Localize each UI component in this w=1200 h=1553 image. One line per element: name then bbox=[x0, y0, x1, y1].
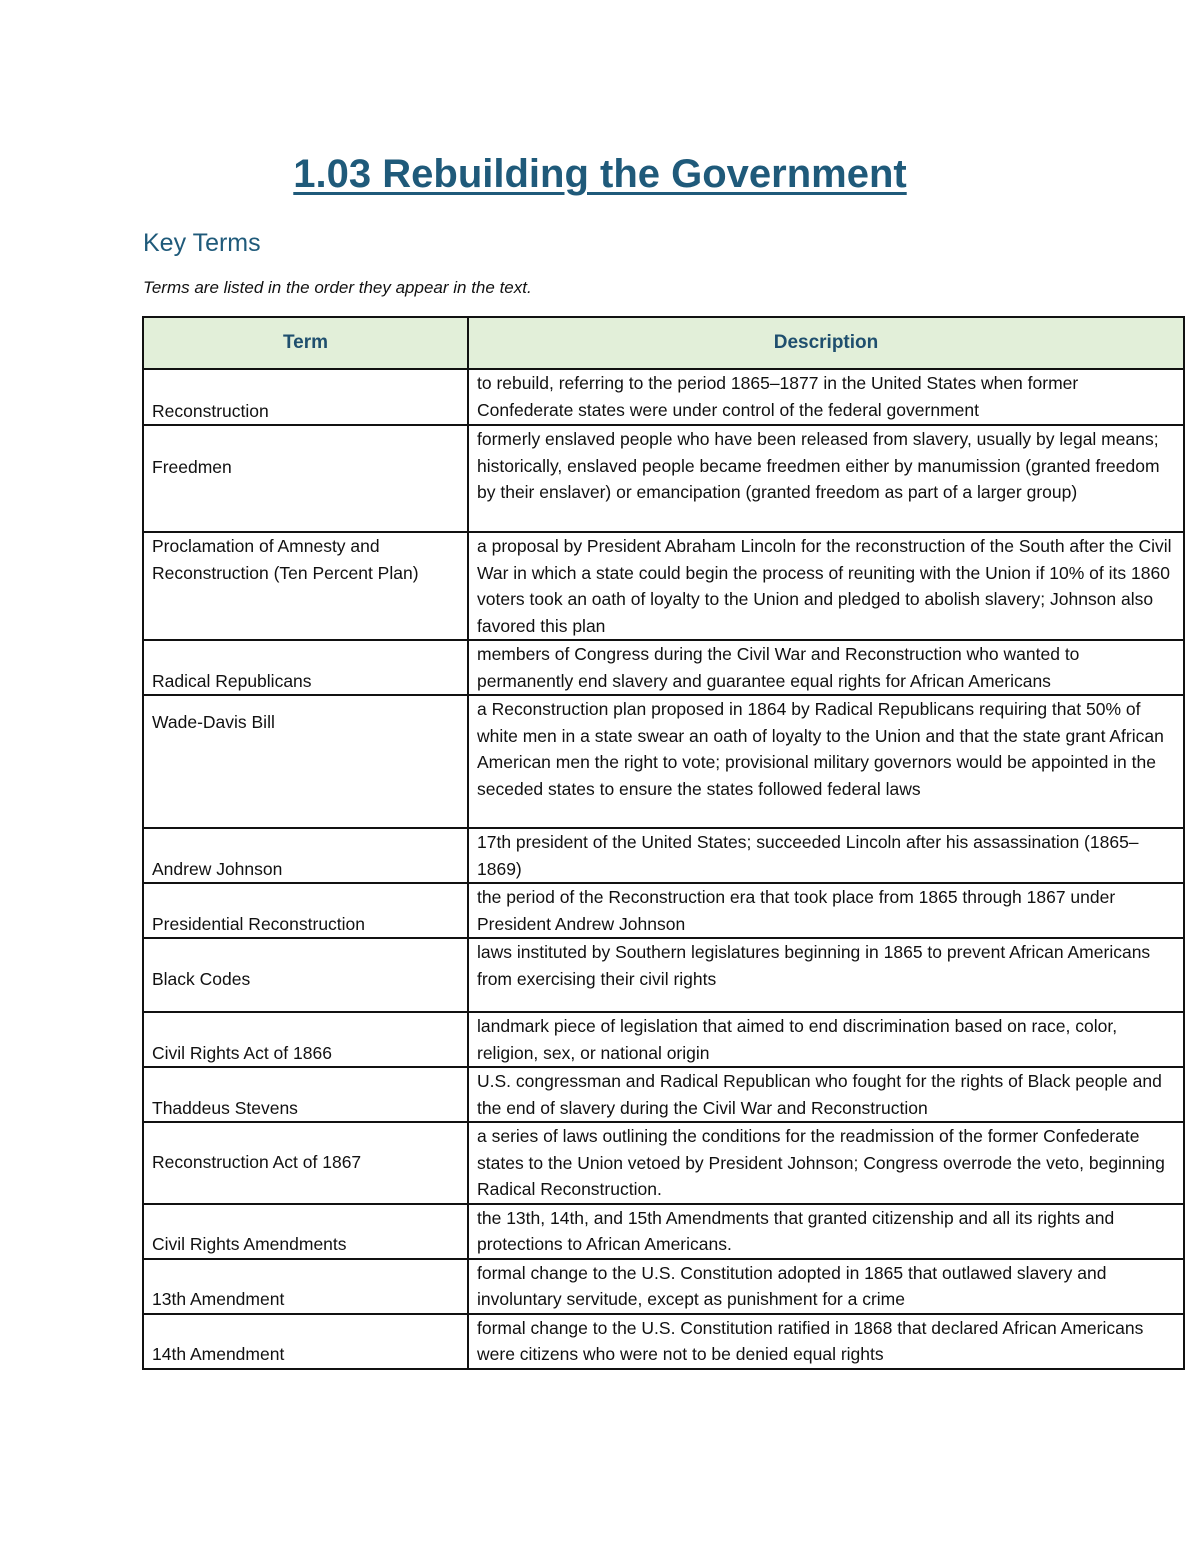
table-row bbox=[143, 1314, 1184, 1369]
key-terms-table bbox=[142, 316, 1185, 1370]
term-cell: Radical Republicans bbox=[143, 640, 468, 695]
term-cell bbox=[143, 938, 468, 1012]
term-cell: 13th Amendment bbox=[143, 1259, 468, 1314]
description-cell: a Reconstruction plan proposed in 1864 by Radical Republicans requiring that 50% of white men in a state swear an oath of loyalty to the Union and that the state grant African American men the right to vote; provisional military governors would be appointed in the seceded states to ensure the states followed federal laws bbox=[468, 695, 1184, 828]
description-cell: a proposal by President Abraham Lincoln for the reconstruction of the South after the Civil War in which a state could begin the process of reuniting with the Union if 10% of its 1860 voters took an oath of loyalty to the Union and pledged to abolish slavery; Johnson also favored this plan bbox=[468, 532, 1184, 640]
term-cell: Proclamation of Amnesty and Reconstruction (Ten Percent Plan) bbox=[143, 532, 468, 640]
table-row bbox=[143, 640, 1184, 695]
term-cell bbox=[143, 425, 468, 532]
term-cell: 14th Amendment bbox=[143, 1314, 468, 1369]
term-cell bbox=[143, 695, 468, 828]
table-row bbox=[143, 828, 1184, 883]
description-cell: 17th president of the United States; succeeded Lincoln after his assassination (1865–1869) bbox=[468, 828, 1184, 883]
table-row bbox=[143, 425, 1184, 532]
table-row bbox=[143, 883, 1184, 938]
description-cell: landmark piece of legislation that aimed to end discrimination based on race, color, religion, sex, or national origin bbox=[468, 1012, 1184, 1067]
description-cell: a series of laws outlining the conditions for the readmission of the former Confederate states to the Union vetoed by President Johnson; Congress overrode the veto, beginning Radical Reconstruction. bbox=[468, 1122, 1184, 1204]
term-cell: Civil Rights Amendments bbox=[143, 1204, 468, 1259]
description-cell: formerly enslaved people who have been released from slavery, usually by legal means; historically, enslaved people became freedmen either by manumission (granted freedom by their enslaver) or emancipation (granted freedom as part of a larger group) bbox=[468, 425, 1184, 532]
description-cell: the 13th, 14th, and 15th Amendments that granted citizenship and all its rights and protections to African Americans. bbox=[468, 1204, 1184, 1259]
description-cell: laws instituted by Southern legislatures beginning in 1865 to prevent African Americans from exercising their civil rights bbox=[468, 938, 1184, 1012]
term-cell bbox=[143, 1122, 468, 1204]
intro-note: Terms are listed in the order they appear in the text. bbox=[143, 278, 532, 297]
description-column-header: Description bbox=[468, 317, 1184, 369]
term-cell: Thaddeus Stevens bbox=[143, 1067, 468, 1122]
table-row bbox=[143, 369, 1184, 425]
table-row bbox=[143, 1067, 1184, 1122]
term-cell: Civil Rights Act of 1866 bbox=[143, 1012, 468, 1067]
term-cell: Andrew Johnson bbox=[143, 828, 468, 883]
term-cell: Presidential Reconstruction bbox=[143, 883, 468, 938]
term-text: Reconstruction Act of 1867 bbox=[152, 1152, 362, 1172]
description-cell: formal change to the U.S. Constitution adopted in 1865 that outlawed slavery and involuntary servitude, except as punishment for a crime bbox=[468, 1259, 1184, 1314]
table-row bbox=[143, 1204, 1184, 1259]
table-row bbox=[143, 532, 1184, 640]
table-row bbox=[143, 1122, 1184, 1204]
description-cell: to rebuild, referring to the period 1865–1877 in the United States when former Confederate states were under control of the federal government bbox=[468, 369, 1184, 425]
page-title: 1.03 Rebuilding the Government bbox=[293, 152, 907, 196]
description-cell: formal change to the U.S. Constitution ratified in 1868 that declared African Americans were citizens who were not to be denied equal rights bbox=[468, 1314, 1184, 1369]
table-row bbox=[143, 938, 1184, 1012]
description-cell: U.S. congressman and Radical Republican who fought for the rights of Black people and the end of slavery during the Civil War and Reconstruction bbox=[468, 1067, 1184, 1122]
description-cell: members of Congress during the Civil War and Reconstruction who wanted to permanently end slavery and guarantee equal rights for African Americans bbox=[468, 640, 1184, 695]
section-heading: Key Terms bbox=[143, 229, 261, 257]
table-row bbox=[143, 695, 1184, 828]
term-column-header: Term bbox=[143, 317, 468, 369]
table-row bbox=[143, 1259, 1184, 1314]
table-row bbox=[143, 1012, 1184, 1067]
term-text: Black Codes bbox=[152, 969, 251, 989]
term-cell: Reconstruction bbox=[143, 369, 468, 425]
description-cell: the period of the Reconstruction era that took place from 1865 through 1867 under President Andrew Johnson bbox=[468, 883, 1184, 938]
term-text: Freedmen bbox=[152, 457, 232, 477]
term-text: Wade-Davis Bill bbox=[152, 712, 275, 732]
table-header-row bbox=[143, 317, 1184, 369]
